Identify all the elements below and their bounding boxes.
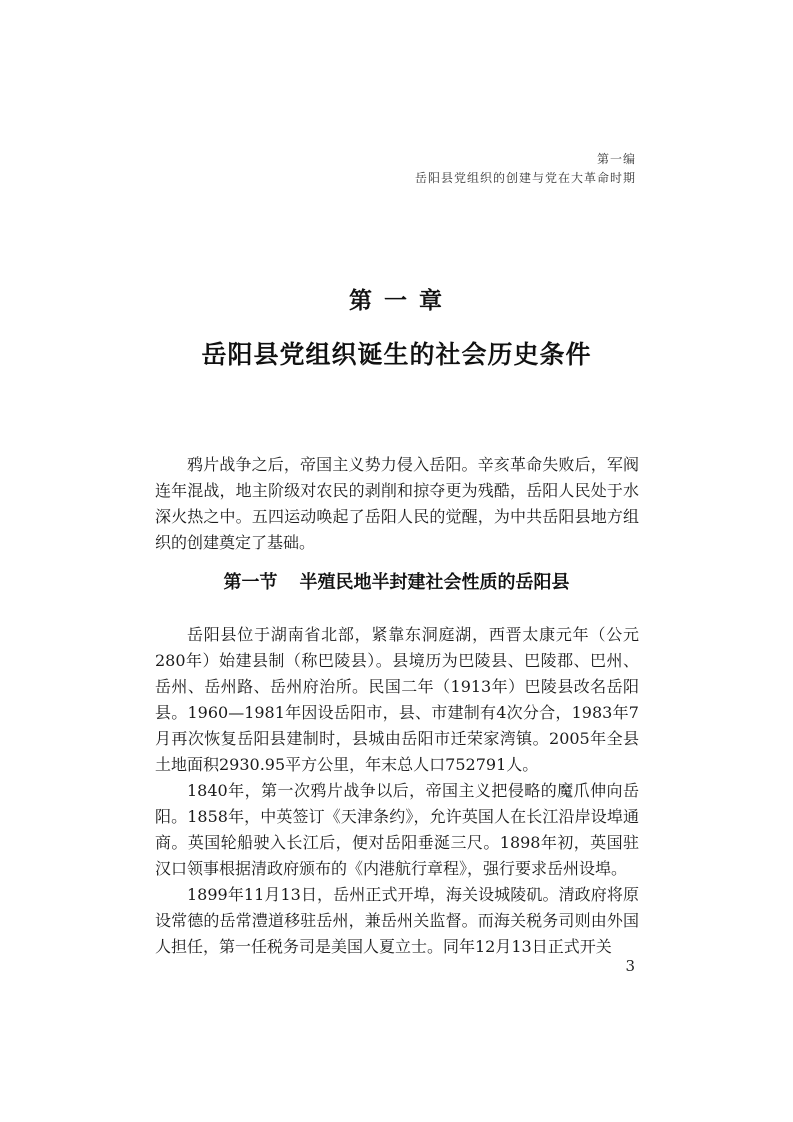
running-header [415, 150, 636, 188]
body-paragraph: 1899年11月13日，岳州正式开埠，海关设城陵矶。清政府将原设常德的岳常澧道移驻岳州，兼岳州关监督。而海关税务司则由外国人担任，第一任税务司是美国人夏立士。同年12月13日正式开关 [155, 885, 639, 956]
chapter-number: 第 一 章 [348, 288, 444, 314]
chapter-title: 岳阳县党组织诞生的社会历史条件 [201, 340, 592, 369]
body-paragraph: 1840年，第一次鸦片战争以后，帝国主义把侵略的魔爪伸向岳阳。1858年，中英签订《天津条约》，允许英国人在长江沿岸设埠通商。英国轮船驶入长江后，便对岳阳垂涎三尺。1898年初，英国驻汉口领事根据清政府颁布的《内港航行章程》，强行要求岳州设埠。 [155, 781, 639, 878]
header-part: 第一编 [596, 152, 636, 166]
section-heading [0, 568, 793, 594]
page-number: 3 [625, 957, 635, 975]
body-text [155, 622, 639, 960]
body-paragraph: 岳阳县位于湖南省北部，紧靠东洞庭湖，西晋太康元年（公元280年）始建县制（称巴陵县）。县境历为巴陵县、巴陵郡、巴州、岳州、岳州路、岳州府治所。民国二年（1913年）巴陵县改名岳阳县。1960—1981年因设岳阳市，县、市建制有4次分合，1983年7月再次恢复岳阳县建制时，县城由岳阳市迁荣家湾镇。2005年全县土地面积2930.95平方公里，年末总人口752791人。 [155, 625, 639, 774]
intro-paragraph: 鸦片战争之后，帝国主义势力侵入岳阳。辛亥革命失败后，军阀连年混战，地主阶级对农民的剥削和掠夺更为残酷，岳阳人民处于水深火热之中。五四运动唤起了岳阳人民的觉醒，为中共岳阳县地方组织的创建奠定了基础。 [155, 455, 639, 552]
section-title: 半殖民地半封建社会性质的岳阳县 [299, 572, 570, 593]
section-number: 第一节 [223, 572, 278, 593]
header-part-title: 岳阳县党组织的创建与党在大革命时期 [414, 171, 636, 185]
